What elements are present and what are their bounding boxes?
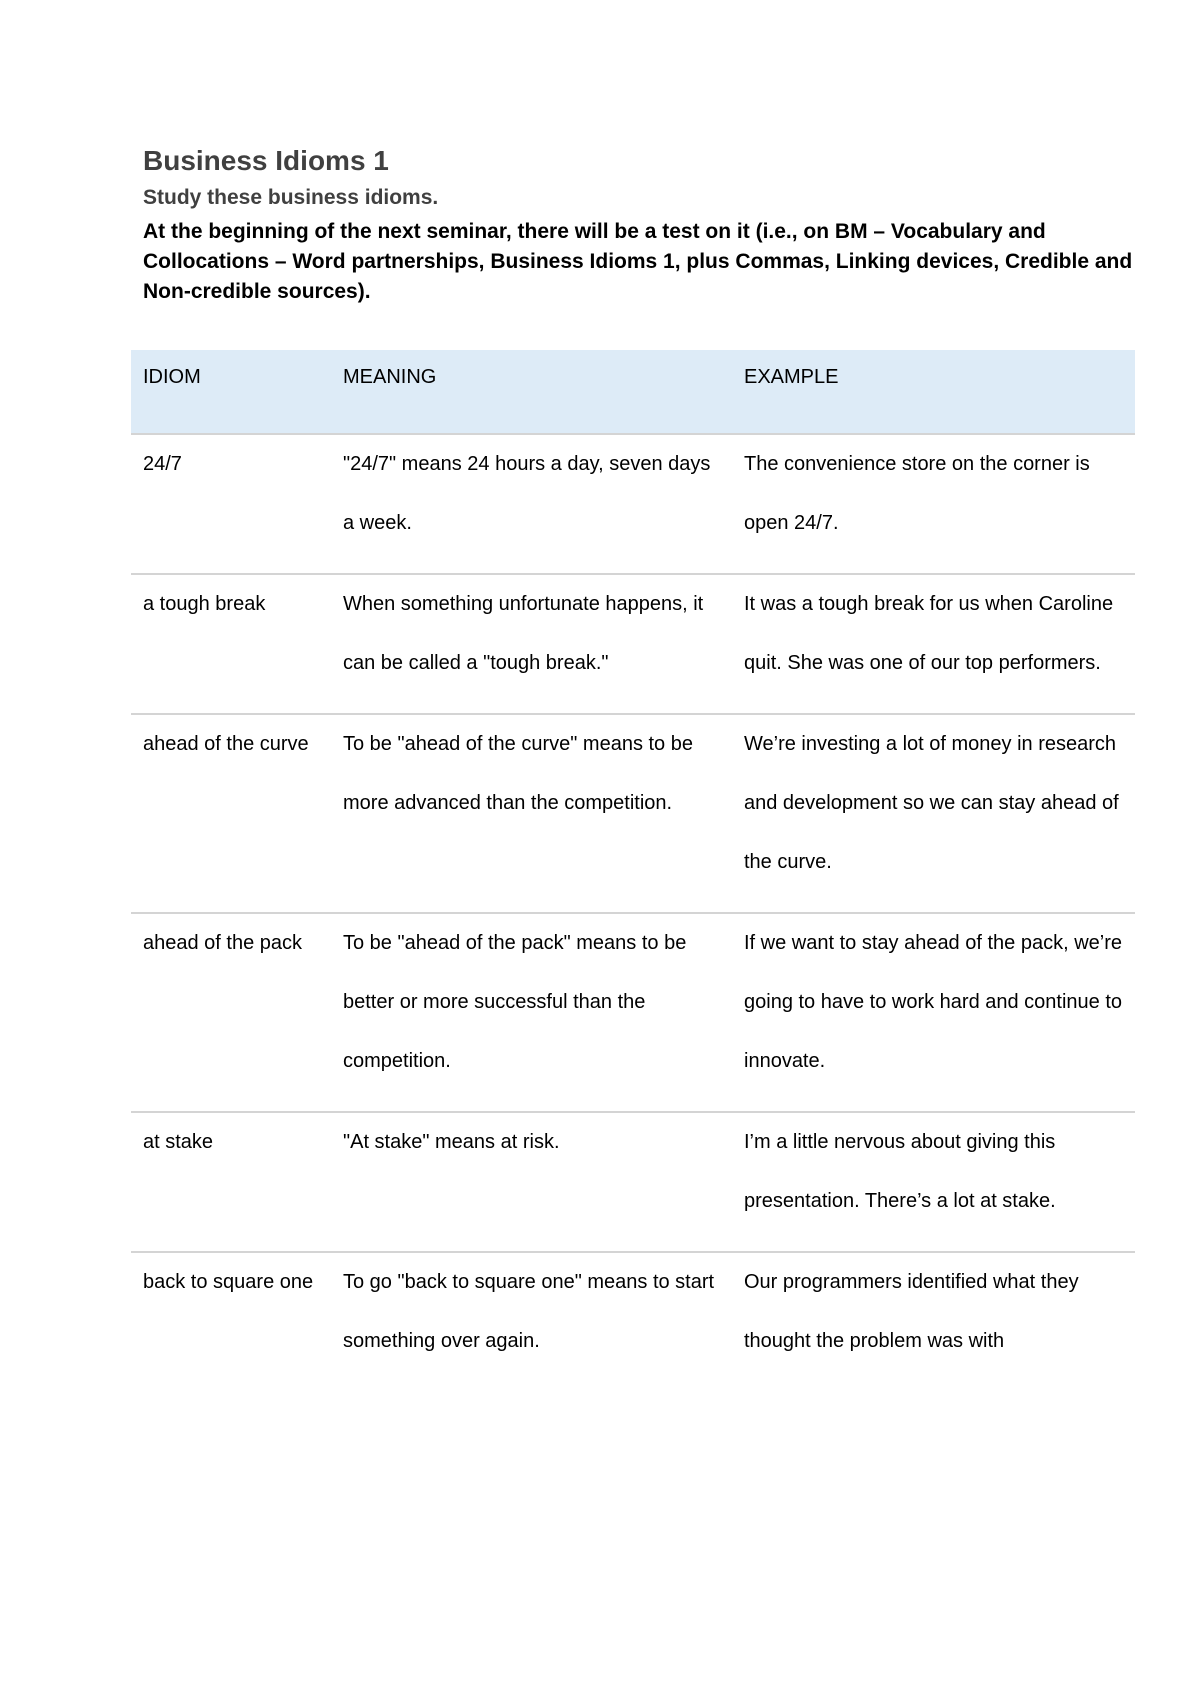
meaning-cell: When something unfortunate happens, it can be called a "tough break." [331,574,732,714]
column-header-example: EXAMPLE [732,350,1135,434]
idiom-cell: a tough break [131,574,331,714]
table-row [131,1252,1135,1371]
example-cell: If we want to stay ahead of the pack, we’re going to have to work hard and continue to innovate. [732,913,1135,1112]
document-instructions: At the beginning of the next seminar, there will be a test on it (i.e., on BM – Vocabulary and Collocations – Word partnerships, Business Idioms 1, plus Commas, Linking devices, Credible and Non-credible sources). [143,220,1133,303]
idiom-cell: back to square one [143,1271,314,1293]
idiom-cell: at stake [131,1112,331,1252]
meaning-cell: To go "back to square one" means to start something over again. [343,1271,715,1352]
idiom-cell: 24/7 [131,434,331,574]
document-title: Business Idioms 1 [143,145,389,176]
example-cell: Our programmers identified what they thought the problem was with [744,1271,1079,1352]
document-subtitle: Study these business idioms. [143,186,439,209]
example-cell: I’m a little nervous about giving this presentation. There’s a lot at stake. [732,1112,1135,1252]
example-cell: It was a tough break for us when Caroline quit. She was one of our top performers. [732,574,1135,714]
idiom-cell: ahead of the curve [131,714,331,913]
example-cell: The convenience store on the corner is open 24/7. [732,434,1135,574]
idiom-cell: ahead of the pack [131,913,331,1112]
table-row [131,574,1135,714]
table-row [131,913,1135,1112]
table-header-row [131,350,1135,434]
meaning-cell: To be "ahead of the curve" means to be more advanced than the competition. [331,714,732,913]
meaning-cell: "At stake" means at risk. [331,1112,732,1252]
column-header-meaning: MEANING [331,350,732,434]
table-row [131,434,1135,574]
example-cell: We’re investing a lot of money in research and development so we can stay ahead of the curve. [732,714,1135,913]
table-row [131,1112,1135,1252]
column-header-idiom: IDIOM [131,350,331,434]
table-row [131,714,1135,913]
idioms-table [131,350,1135,1371]
meaning-cell: "24/7" means 24 hours a day, seven days a week. [331,434,732,574]
meaning-cell: To be "ahead of the pack" means to be better or more successful than the competition. [331,913,732,1112]
